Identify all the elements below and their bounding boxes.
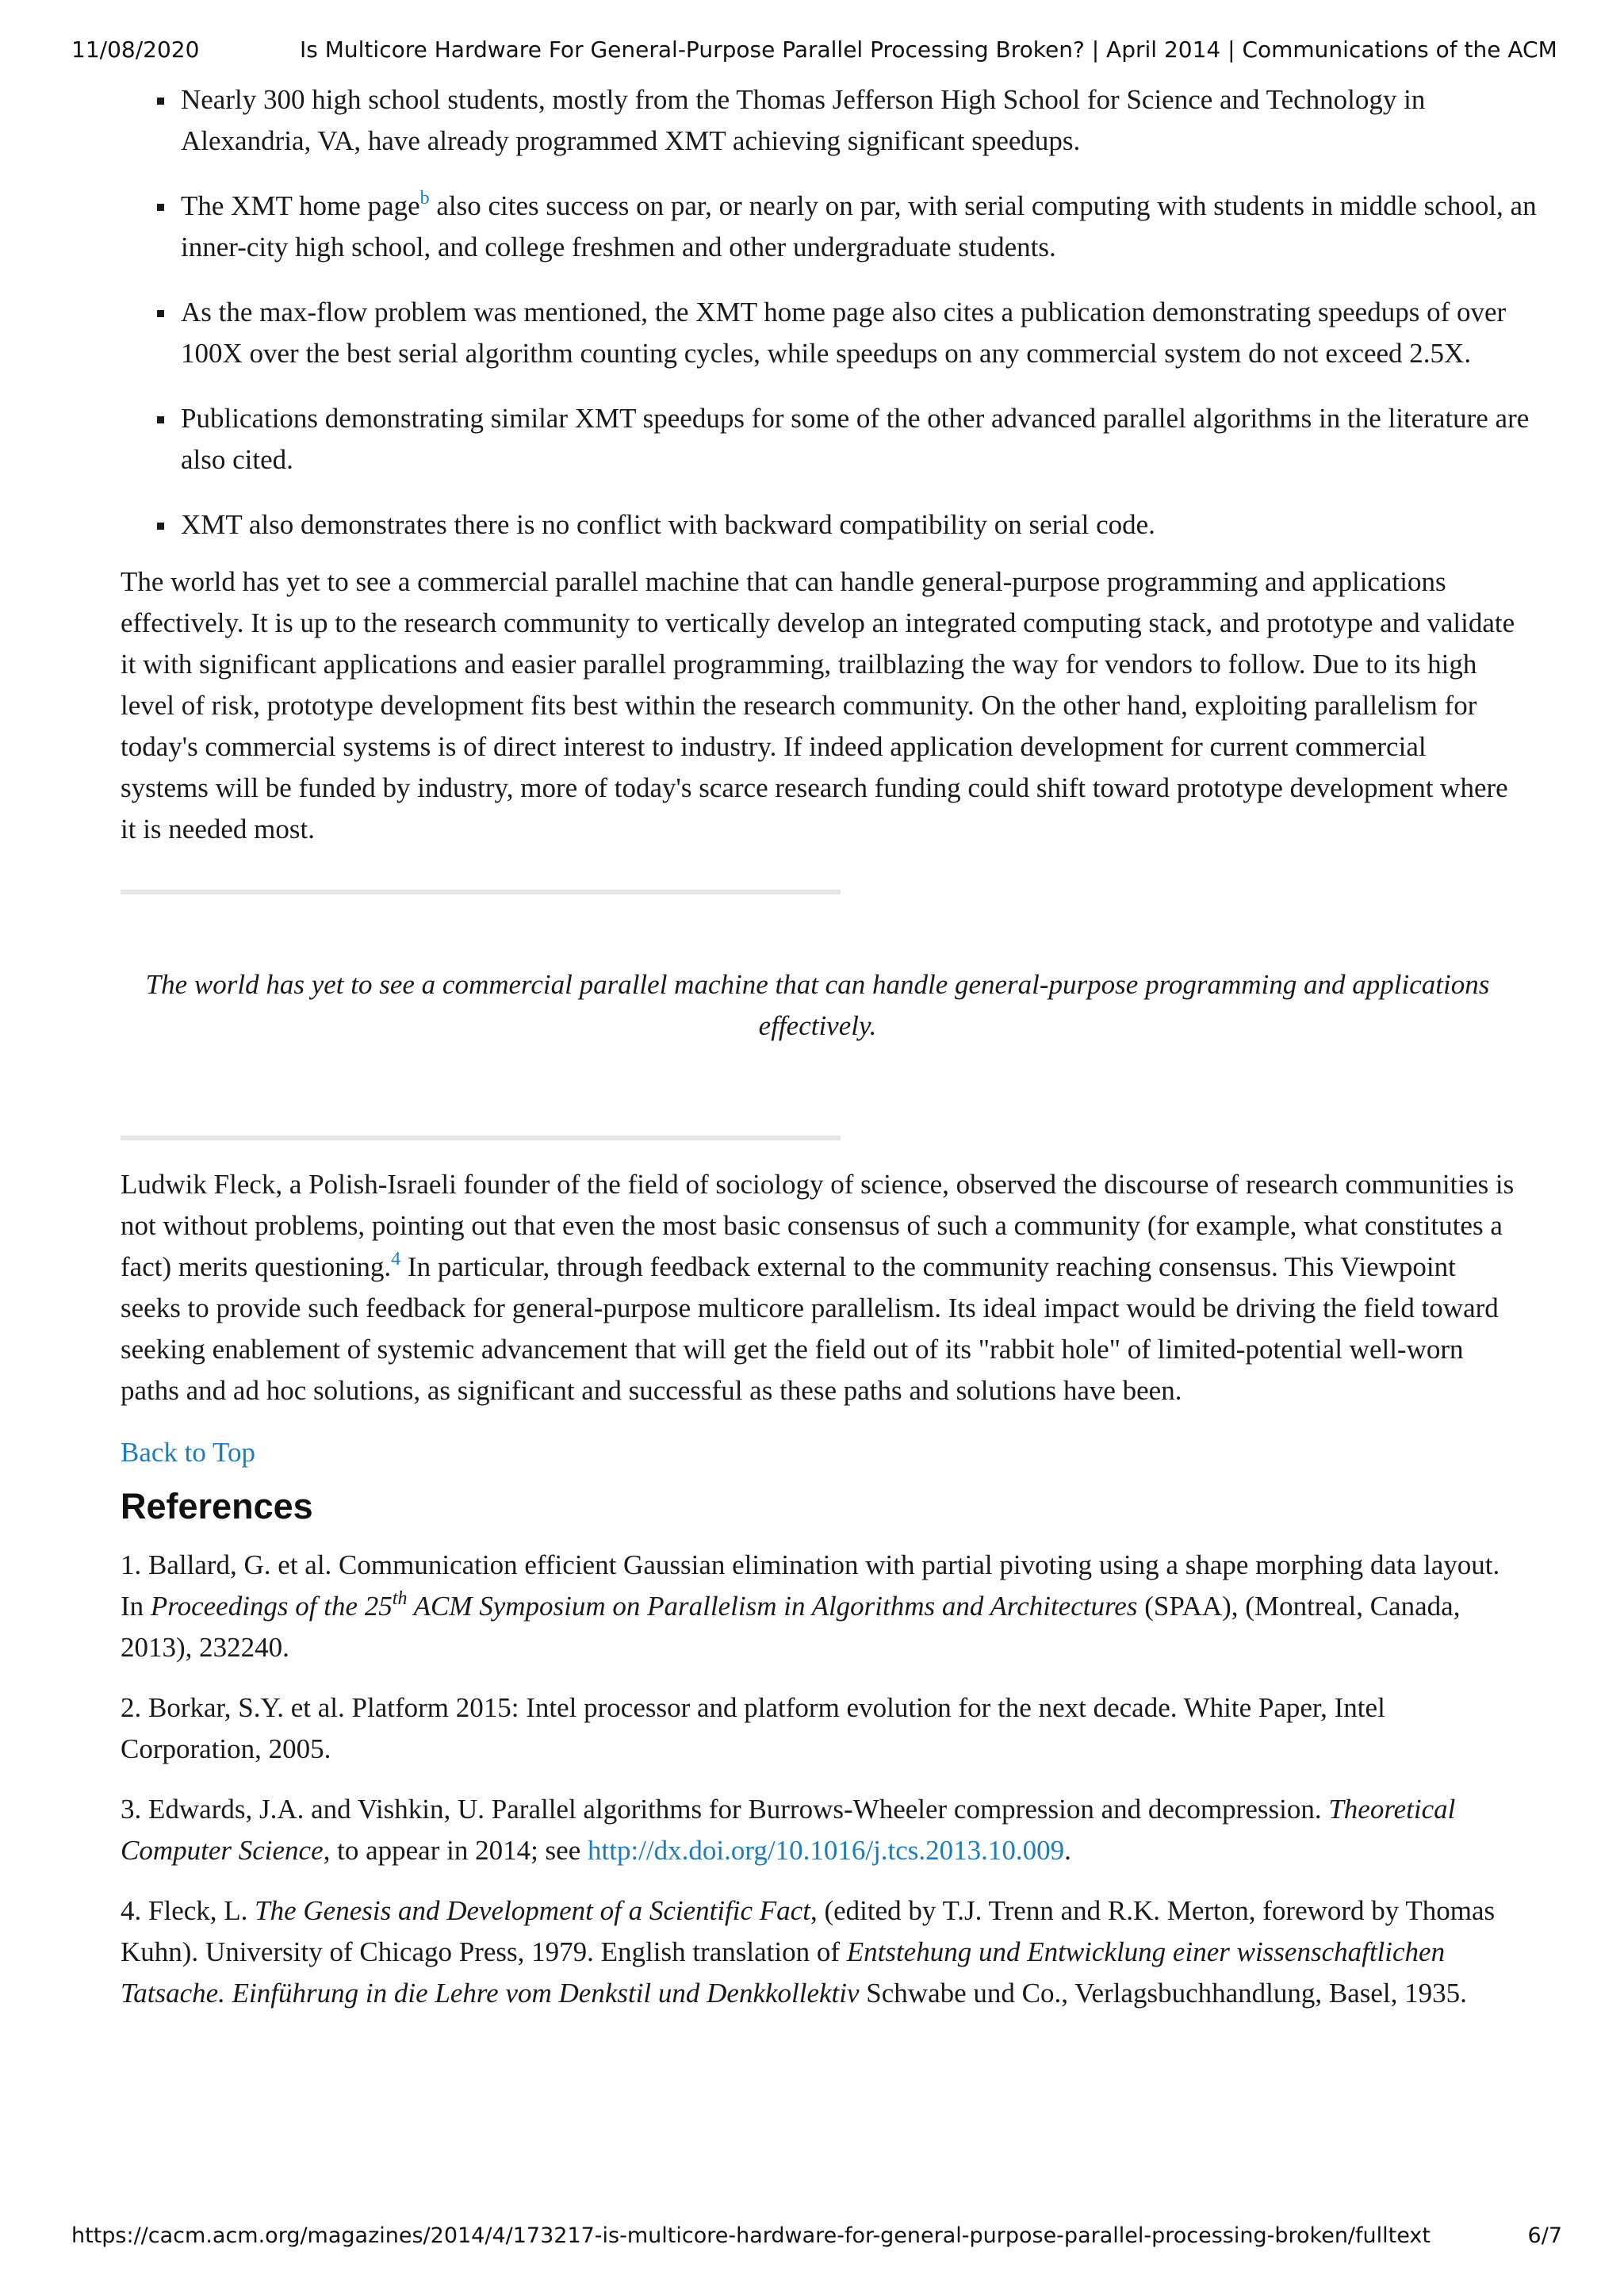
bullet-list	[121, 79, 1556, 546]
body-paragraph	[121, 1164, 1516, 1411]
reference-text: , to appear in 2014; see	[323, 1835, 588, 1866]
reference-item	[121, 1789, 1516, 1871]
reference-item	[121, 1890, 1516, 2014]
list-item: XMT also demonstrates there is no conflict with backward compatibility on serial code.	[181, 504, 1556, 546]
page-number: 6/7	[1527, 2223, 1562, 2248]
pullquote-divider-top	[121, 890, 841, 894]
reference-text: .	[1064, 1835, 1071, 1866]
print-page-title: Is Multicore Hardware For General-Purpose Parallel Processing Broken? | April 2014 | Communications of the ACM	[300, 36, 1557, 63]
footnote-link-4[interactable]: 4	[391, 1249, 401, 1270]
paragraph-text: Ludwik Fleck, a Polish-Israeli founder of the field of sociology of science, observed the discourse of research communities is not without problems, pointing out that even the most basic consensus of such a community (for example, what constitutes a fact) merits questioning.	[121, 1169, 1515, 1282]
reference-italic: Theoretical Computer Science	[121, 1794, 1456, 1866]
back-to-top-row	[121, 1432, 1556, 1473]
references-heading: References	[121, 1486, 313, 1526]
reference-italic: ACM Symposium on Parallelism in Algorithms and Architectures	[407, 1591, 1138, 1622]
reference-text: (SPAA), (Montreal, Canada, 2013), 232240.	[121, 1591, 1461, 1663]
reference-text: 1. Ballard, G. et al. Communication efficient Gaussian elimination with partial pivoting using a shape morphing data layout. In	[121, 1549, 1500, 1622]
reference-superscript: th	[392, 1588, 408, 1609]
paragraph-text: In particular, through feedback external to the community reaching consensus. This Viewpoint seeks to provide such feedback for general-purpose multicore parallelism. Its ideal impact would be driving the field toward seeking enablement of systemic advancement that will get the field out of its "rabbit hole" of limited-potential well-worn paths and ad hoc solutions, as significant and successful as these paths and solutions have been.	[121, 1251, 1499, 1406]
print-header	[71, 36, 1562, 68]
reference-italic: Entstehung und Entwicklung einer wissenschaftlichen Tatsache. Einführung in die Lehre vom Denkstil und Denkkollektiv	[121, 1936, 1446, 2009]
list-item: As the max-flow problem was mentioned, the XMT home page also cites a publication demonstrating speedups of over 100X over the best serial algorithm counting cycles, while speedups on any commercial system do not exceed 2.5X.	[181, 292, 1556, 374]
print-date: 11/08/2020	[71, 36, 200, 63]
reference-text: Schwabe und Co., Verlagsbuchhandlung, Basel, 1935.	[859, 1978, 1467, 2009]
pullquote-divider-bottom	[121, 1136, 841, 1140]
list-item-text: The XMT home page	[181, 190, 420, 221]
reference-text: , (edited by T.J. Trenn and R.K. Merton, foreword by Thomas Kuhn). University of Chicago Press, 1979. English translation of	[121, 1895, 1496, 1967]
article-content	[121, 79, 1556, 2014]
doi-link[interactable]: http://dx.doi.org/10.1016/j.tcs.2013.10.009	[588, 1835, 1065, 1866]
reference-text: 4. Fleck, L.	[121, 1895, 255, 1926]
back-to-top-link[interactable]: Back to Top	[121, 1437, 255, 1468]
body-paragraph: The world has yet to see a commercial parallel machine that can handle general-purpose programming and applications effectively. It is up to the research community to vertically develop an integrated computing stack, and prototype and validate it with significant applications and easier parallel programming, trailblazing the way for vendors to follow. Due to its high level of risk, prototype development fits best within the research community. On the other hand, exploiting parallelism for today's commercial systems is of direct interest to industry. If indeed application development for current commercial systems will be funded by industry, more of today's scarce research funding could shift toward prototype development where it is needed most.	[121, 566, 1515, 844]
reference-italic: Proceedings of the 25	[150, 1591, 393, 1622]
reference-italic: The Genesis and Development of a Scientific Fact	[255, 1895, 810, 1926]
print-url: https://cacm.acm.org/magazines/2014/4/173217-is-multicore-hardware-for-general-purpose-parallel-processing-broken/fulltext	[71, 2223, 1431, 2248]
pullquote: The world has yet to see a commercial parallel machine that can handle general-purpose programming and applications effectively.	[145, 969, 1490, 1041]
footnote-link-b[interactable]: b	[419, 188, 430, 209]
reference-item: 2. Borkar, S.Y. et al. Platform 2015: Intel processor and platform evolution for the next decade. White Paper, Intel Corporation, 2005.	[121, 1692, 1385, 1764]
print-footer	[71, 2223, 1562, 2255]
list-item: Nearly 300 high school students, mostly from the Thomas Jefferson High School for Science and Technology in Alexandria, VA, have already programmed XMT achieving significant speedups.	[181, 79, 1556, 162]
reference-text: 3. Edwards, J.A. and Vishkin, U. Parallel algorithms for Burrows-Wheeler compression and decompression.	[121, 1794, 1329, 1825]
list-item	[181, 186, 1556, 268]
list-item: Publications demonstrating similar XMT speedups for some of the other advanced parallel algorithms in the literature are also cited.	[181, 398, 1556, 481]
list-item-text: also cites success on par, or nearly on par, with serial computing with students in middle school, an inner-city high school, and college freshmen and other undergraduate students.	[181, 190, 1537, 262]
reference-item	[121, 1545, 1516, 1668]
